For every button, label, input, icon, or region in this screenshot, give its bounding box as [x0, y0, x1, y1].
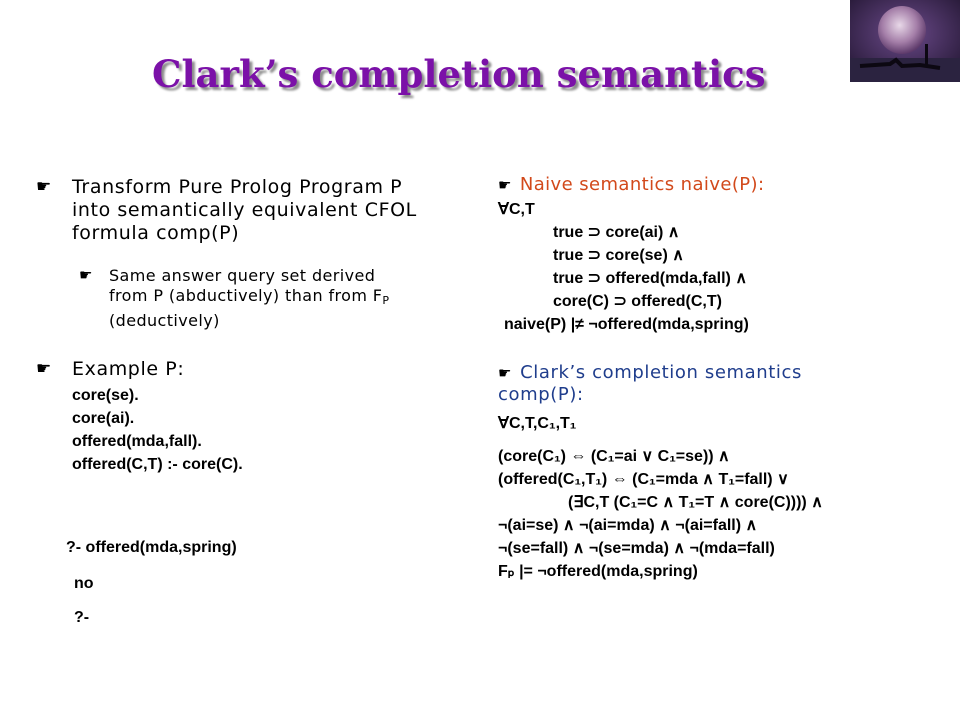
clark-formula — [498, 412, 948, 583]
pointing-hand-icon: ☛ — [498, 364, 513, 382]
sub-bullet-line: Same answer query set derived — [109, 266, 376, 285]
clark-line: ¬(ai=se) ∧ ¬(ai=mda) ∧ ¬(ai=fall) ∧ — [498, 517, 758, 534]
program-line: core(se). — [72, 387, 139, 404]
query-line: ?- offered(mda,spring) — [66, 539, 237, 556]
program-line: offered(C,T) :- core(C). — [72, 456, 243, 473]
clark-line: (∃C,T (C₁=C ∧ T₁=T ∧ core(C)))) ∧ — [568, 494, 823, 511]
sub-bullet-line: (deductively) — [109, 311, 220, 330]
clark-line: ¬(se=fall) ∧ ¬(se=mda) ∧ ¬(mda=fall) — [498, 540, 775, 557]
naive-result: naive(P) |≠ ¬offered(mda,spring) — [504, 316, 749, 333]
program-line: core(ai). — [72, 410, 135, 427]
pointing-hand-icon: ☛ — [79, 266, 93, 284]
night-moon-image — [850, 0, 960, 82]
clark-line: (offered(C₁,T₁) ⇔ (C₁=mda ∧ T₁=fall) ∨ — [498, 471, 789, 488]
sub-bullet-line: from P (abductively) than from $F_P$ — [109, 286, 390, 307]
slide-title: Clark’s completion semantics — [152, 52, 766, 96]
naive-line: true ⊃ offered(mda,fall) ∧ — [553, 270, 748, 287]
query-prompt: ?- — [74, 609, 90, 626]
naive-heading: ☛ Naive semantics naive(P): — [498, 174, 765, 195]
naive-formula — [498, 198, 948, 336]
clark-forall: ∀C,T,C₁,T₁ — [498, 415, 577, 432]
naive-line: true ⊃ core(se) ∧ — [553, 247, 684, 264]
naive-line: true ⊃ core(ai) ∧ — [553, 224, 680, 241]
pointing-hand-icon: ☛ — [36, 177, 52, 197]
pointing-hand-icon: ☛ — [36, 359, 52, 379]
bullet-line: Transform Pure Prolog Program P — [72, 176, 403, 198]
example-heading: Example P: — [72, 358, 185, 380]
naive-forall: ∀C,T — [498, 201, 535, 218]
program-line: offered(mda,fall). — [72, 433, 202, 450]
clark-line: (core(C₁) ⇔ (C₁=ai ∨ C₁=se)) ∧ — [498, 448, 730, 465]
right-column — [498, 174, 948, 583]
pointing-hand-icon: ☛ — [498, 176, 512, 194]
bullet-line: formula comp(P) — [72, 222, 240, 244]
query-answer: no — [74, 575, 94, 592]
program-listing — [72, 384, 243, 476]
bullet-line: into semantically equivalent CFOL — [72, 199, 417, 221]
naive-line: core(C) ⊃ offered(C,T) — [553, 293, 722, 310]
clark-line: Fₚ |= ¬offered(mda,spring) — [498, 563, 698, 580]
clark-heading: ☛ Clark’s completion semantics comp(P): — [498, 362, 803, 405]
